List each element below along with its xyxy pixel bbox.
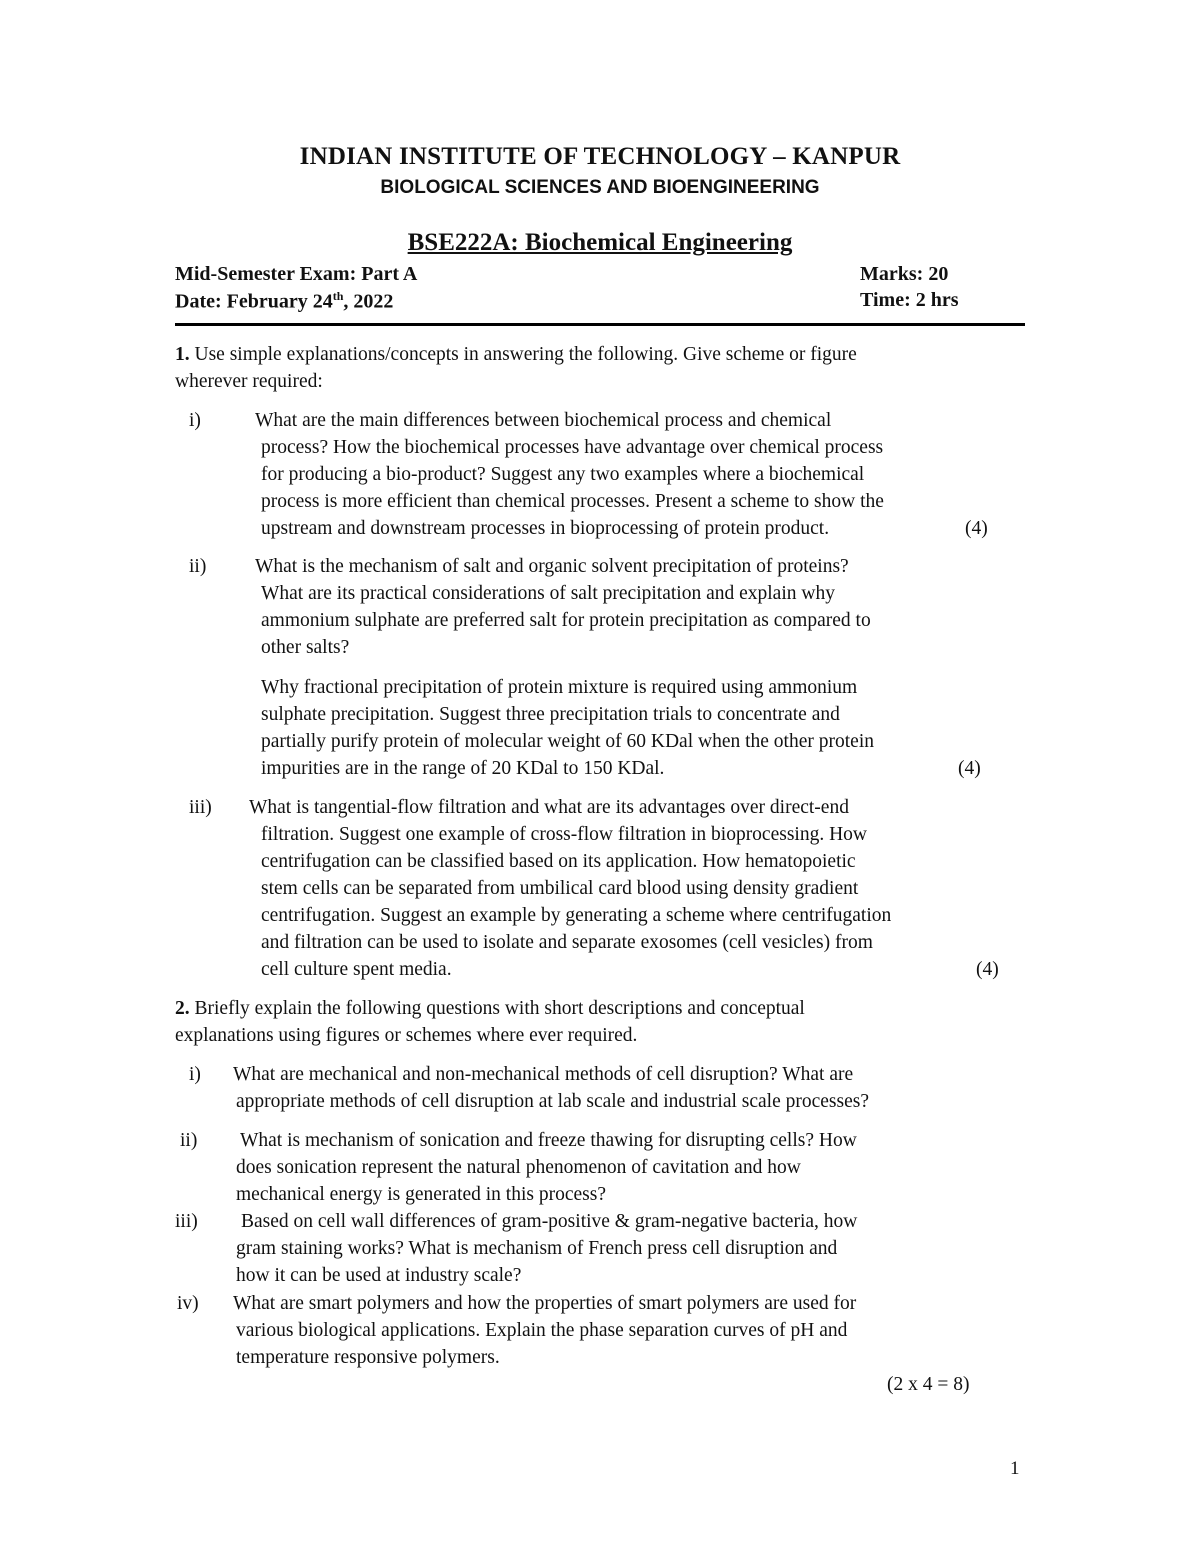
q2-intro-text: Briefly explain the following questions with short descriptions and conceptual <box>194 998 805 1019</box>
q1-number: 1. <box>175 344 190 365</box>
q1-part-2-line: sulphate precipitation. Suggest three precipitation trials to concentrate and <box>261 704 840 725</box>
q1-part-1-line: process is more efficient than chemical processes. Present a scheme to show the <box>261 491 884 512</box>
q2-part-3 <box>241 1208 857 1235</box>
q2-part-3-line: how it can be used at industry scale? <box>236 1265 522 1286</box>
q1-part-1-cont <box>261 434 884 542</box>
q2-part-3-cont <box>236 1235 837 1289</box>
date-prefix: Date: February 24 <box>175 290 333 313</box>
course-title <box>0 229 1200 257</box>
q1-part-2-marks: (4) <box>958 758 981 779</box>
q1-part-2-line: partially purify protein of molecular weight of 60 KDal when the other protein <box>261 731 874 752</box>
q1-part-2-line: Why fractional precipitation of protein mixture is required using ammonium <box>261 677 858 698</box>
course-title-text: BSE222A: Biochemical Engineering <box>407 229 793 256</box>
q1-part-3-line: stem cells can be separated from umbilical card blood using density gradient <box>261 878 859 899</box>
q2-part-1 <box>233 1061 853 1088</box>
q2-part-3-line: Based on cell wall differences of gram-positive & gram-negative bacteria, how <box>241 1211 858 1232</box>
q1-part-2-para2 <box>261 674 874 782</box>
marks-total: Marks: 20 <box>860 263 949 285</box>
q1-part-2-cont <box>261 580 871 661</box>
q1-part-3-line: centrifugation. Suggest an example by generating a scheme where centrifugation <box>261 905 892 926</box>
q1-part-3-line: filtration. Suggest one example of cross-flow filtration in bioprocessing. How <box>261 824 868 845</box>
date-sup: th <box>332 289 344 303</box>
q1-part-2-line: What is the mechanism of salt and organic solvent precipitation of proteins? <box>255 556 849 577</box>
q1-part-label: iii) <box>189 797 212 818</box>
q1-part-1 <box>255 407 831 434</box>
q2-part-4-line: various biological applications. Explain the phase separation curves of pH and <box>236 1320 848 1341</box>
q1-part-3-line: What is tangential-flow filtration and what are its advantages over direct-end <box>249 797 849 818</box>
q2-part-4 <box>233 1290 856 1317</box>
institute-title: INDIAN INSTITUTE OF TECHNOLOGY – KANPUR <box>299 143 901 170</box>
q1-part-2-line: ammonium sulphate are preferred salt for protein precipitation as compared to <box>261 610 871 631</box>
q2-part-2-line: What is mechanism of sonication and freeze thawing for disrupting cells? How <box>240 1130 857 1151</box>
q1-part-3-line: cell culture spent media. <box>261 959 452 980</box>
q1-part-3-line: and filtration can be used to isolate and separate exosomes (cell vesicles) from <box>261 932 873 953</box>
header-divider <box>175 323 1025 326</box>
q2-intro <box>175 995 805 1049</box>
q2-part-3-line: gram staining works? What is mechanism of French press cell disruption and <box>236 1238 838 1259</box>
q2-part-1-line: appropriate methods of cell disruption at lab scale and industrial scale processes? <box>236 1091 869 1112</box>
q2-part-4-line: temperature responsive polymers. <box>236 1347 500 1368</box>
exam-name: Mid-Semester Exam: Part A <box>175 263 418 285</box>
q1-part-1-marks: (4) <box>965 518 988 539</box>
q2-part-2-cont <box>236 1154 801 1208</box>
q2-marks: (2 x 4 = 8) <box>887 1374 970 1395</box>
q1-part-3 <box>249 794 849 821</box>
q1-part-1-line: What are the main differences between biochemical process and chemical <box>255 410 832 431</box>
q2-number: 2. <box>175 998 190 1019</box>
q1-intro-text: Use simple explanations/concepts in answering the following. Give scheme or figure <box>194 344 857 365</box>
q2-part-4-line: What are smart polymers and how the properties of smart polymers are used for <box>233 1293 857 1314</box>
q2-intro-line: explanations using figures or schemes where ever required. <box>175 1025 638 1046</box>
exam-date <box>175 289 393 314</box>
q2-part-4-cont <box>236 1317 847 1371</box>
q1-part-1-line: upstream and downstream processes in bioprocessing of protein product. <box>261 518 830 539</box>
q2-part-2-line: does sonication represent the natural phenomenon of cavitation and how <box>236 1157 801 1178</box>
page-number: 1 <box>1010 1458 1020 1479</box>
q1-part-3-marks: (4) <box>976 959 999 980</box>
q1-part-2 <box>255 553 849 580</box>
q1-part-label: ii) <box>189 556 207 577</box>
q2-intro-line <box>175 995 805 1022</box>
q2-part-2 <box>240 1127 857 1154</box>
q1-intro-line <box>175 341 857 368</box>
q1-intro <box>175 341 857 395</box>
q1-part-1-line: process? How the biochemical processes have advantage over chemical process <box>261 437 884 458</box>
q2-part-label: i) <box>189 1064 201 1085</box>
q2-part-label: ii) <box>180 1130 198 1151</box>
q1-part-3-line: centrifugation can be classified based on its application. How hematopoietic <box>261 851 856 872</box>
q1-part-1-line: for producing a bio-product? Suggest any two examples where a biochemical <box>261 464 865 485</box>
q2-part-label: iv) <box>177 1293 199 1314</box>
q1-part-3-cont <box>261 821 891 983</box>
q1-part-2-line: What are its practical considerations of salt precipitation and explain why <box>261 583 835 604</box>
q2-part-1-cont <box>236 1088 869 1115</box>
q1-part-label: i) <box>189 410 201 431</box>
q2-part-2-line: mechanical energy is generated in this process? <box>236 1184 606 1205</box>
q2-part-label: iii) <box>175 1211 198 1232</box>
q1-part-2-line: impurities are in the range of 20 KDal to 150 KDal. <box>261 758 665 779</box>
q2-part-1-line: What are mechanical and non-mechanical methods of cell disruption? What are <box>233 1064 854 1085</box>
q1-intro-line: wherever required: <box>175 371 323 392</box>
exam-time: Time: 2 hrs <box>860 289 959 311</box>
department-title: BIOLOGICAL SCIENCES AND BIOENGINEERING <box>380 177 820 198</box>
q1-part-2-line: other salts? <box>261 637 350 658</box>
date-suffix: , 2022 <box>343 290 394 313</box>
